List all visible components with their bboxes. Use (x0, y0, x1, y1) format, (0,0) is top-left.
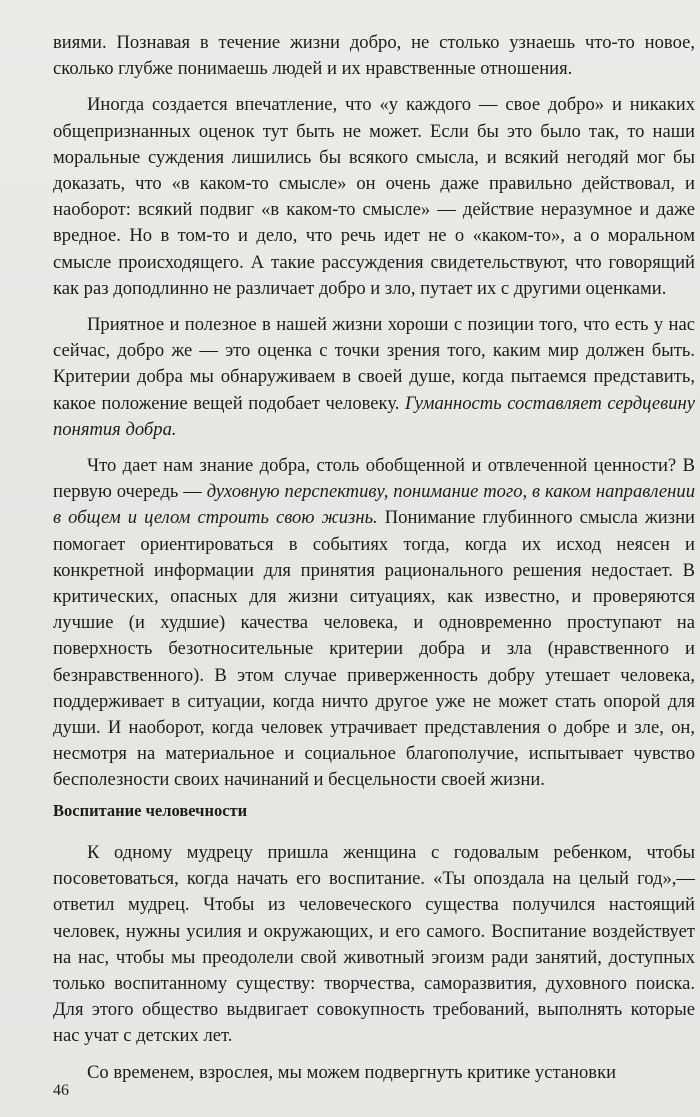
paragraph-continuation: виями. Познавая в течение жизни добро, не столько узнаешь что-то новое, сколько глубже понимаешь людей и их нравственные отношения. (53, 32, 695, 80)
paragraph-wise-man: К одному мудрецу пришла женщина с годовалым ребенком, чтобы посоветоваться, когда начать его воспитание. «Ты опоздала на целый год»,— ответил мудрец. Чтобы из человеческого существа получился настоящий человек, нужны усилия и окружающих, и его самого. Воспитание воздействует на нас, чтобы мы преодолели свой животный эгоизм ради занятий, доступных только воспитанному существу: творчества, саморазвития, духовного поиска. Для этого общество выдвигает совокупность требований, выполнять которые нас учат с детских лет. (53, 842, 695, 1047)
paragraph-knowledge-of-good (53, 453, 695, 794)
paragraph-pleasant-useful (53, 312, 695, 443)
section-heading: Воспитание человечности (53, 801, 248, 820)
paragraph-text: Что дает нам знание добра, столь обобщенной и отвлеченной ценности? В первую очередь — (53, 455, 695, 503)
italic-emphasis: духовную перспективу, понимание того, в каком направлении в общем и целом строить свою жизнь. (53, 481, 695, 529)
paragraph-relative-good: Иногда создается впечатление, что «у каждого — свое добро» и никаких общепризнанных оценок тут быть не может. Если бы это было так, то наши моральные суждения лишились бы всякого смысла, и всякий негодяй мог бы доказать, что «в каком-то смысле» он очень даже правильно действовал, и наоборот: всякий подвиг «в каком-то смысле» — действие неразумное и даже вредное. Но в том-то и дело, что речь идет не о «каком-то», а о моральном смысле происходящего. А такие рассуждения свидетельствуют, что говорящий как раз доподлинно не различает добро и зло, путает их с другими оценками. (53, 94, 695, 299)
paragraph-text: Понимание глубинного смысла жизни помогает ориентироваться в событиях тогда, когда их исход неясен и конкретной информации для принятия рационального решения недостает. В критических, опасных для жизни ситуациях, как известно, и проверяются лучшие (и худшие) качества человека, и одновременно проступают на поверхность безотносительные критерии добра и зла (нравственного и безнравственного). В этом случае приверженность добру утешает человека, поддерживает в ситуации, когда ничто другое уже не может стать опорой для души. И наоборот, когда человек утрачивает представления о добре и зле, он, несмотря на материальное и социальное благополучие, испытывает чувство бесполезности своих начинаний и бесцельности своей жизни. (53, 507, 695, 791)
paragraph-growing-up: Со временем, взрослея, мы можем подвергнуть критике установки (87, 1061, 617, 1083)
body-text-top (53, 30, 695, 794)
body-text-bottom (53, 840, 695, 1086)
italic-emphasis: Гуманность составляет сердцевину понятия добра. (53, 392, 695, 440)
page-number: 46 (53, 1082, 69, 1099)
paragraph-text: Приятное и полезное в нашей жизни хороши с позиции того, что есть у нас сейчас, добро же — это оценка с точки зрения того, каким мир должен быть. Критерии добра мы обнаруживаем в своей душе, когда пытаемся представить, какое положение вещей подобает человеку. (53, 314, 695, 414)
